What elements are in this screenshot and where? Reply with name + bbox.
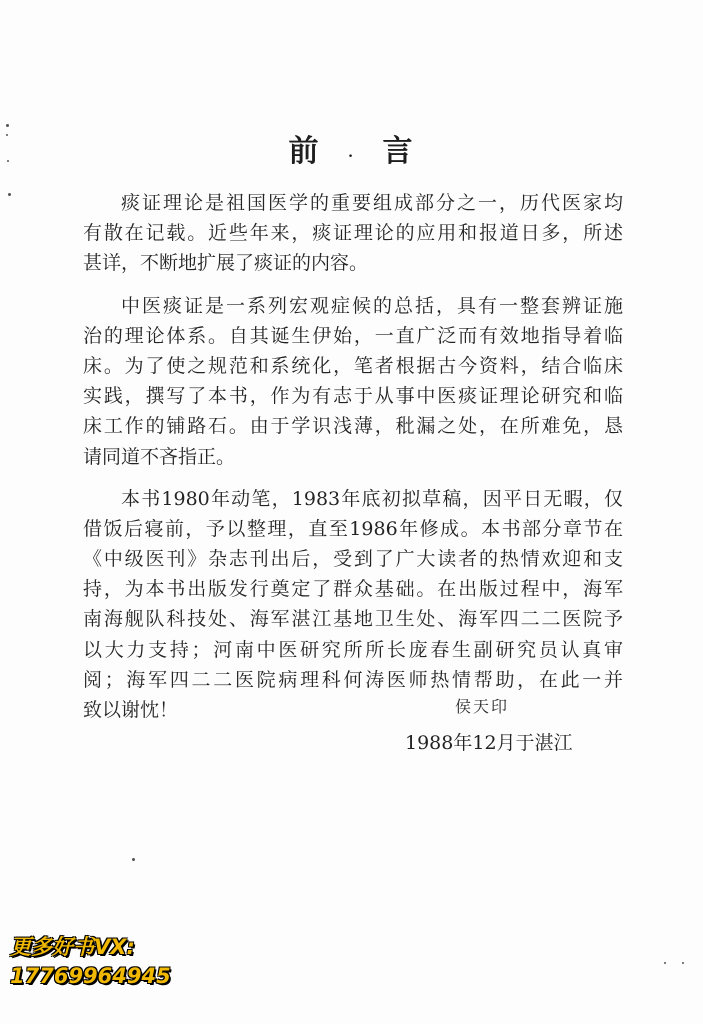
author-signature: 侯天印: [455, 697, 510, 716]
text-line: 《中级医刊》杂志刊出后，受到了广大读者的热情欢迎和支: [83, 548, 623, 571]
text-line: 痰证理论是祖国医学的重要组成部分之一，历代医家均: [121, 192, 623, 214]
text-line: 治的理论体系。自其诞生伊始，一直广泛而有效地指导着临: [83, 324, 623, 347]
scan-speck: [6, 134, 8, 136]
scan-speck: [132, 858, 135, 861]
signature-date: 1988年12月于湛江: [405, 732, 573, 754]
scan-speck: [664, 962, 666, 964]
text-line: 中医痰证是一系列宏观症候的总括，具有一整套辨证施: [121, 294, 623, 317]
text-line: 床。为了使之规范和系统化，笔者根据古今资料，结合临床: [83, 354, 623, 377]
scan-speck: [6, 124, 9, 127]
scan-speck: [8, 193, 11, 196]
text-line: 本书1980年动笔，1983年底初拟草稿，因平日无暇，仅: [121, 487, 623, 510]
text-line: 床工作的铺路石。由于学识浅薄，秕漏之处，在所难免，恳: [83, 415, 623, 438]
preface-body: [83, 188, 623, 725]
text-line: 南海舰队科技处、海军湛江基地卫生处、海军四二二医院予: [83, 608, 623, 631]
scan-speck: [682, 962, 684, 964]
text-line: 实践，撰写了本书，作为有志于从事中医痰证理论研究和临: [83, 385, 623, 408]
watermark-line-1: 更多好书VX:: [10, 935, 135, 959]
page-title: [0, 126, 703, 170]
text-line: 甚详，不断地扩展了痰证的内容。: [83, 252, 369, 275]
watermark: [10, 933, 171, 991]
title-char-left: 前: [288, 134, 321, 169]
title-char-right: 言: [382, 134, 415, 169]
text-line: 借饭后寝前，予以整理，直至1986年修成。本书部分章节在: [83, 517, 623, 540]
watermark-line-2: 17769964945: [10, 964, 171, 988]
title-dot: .: [348, 145, 355, 161]
text-line: 持，为本书出版发行奠定了群众基础。在出版过程中，海军: [83, 578, 623, 601]
text-line: 阅；海军四二二医院病理科何涛医师热情帮助，在此一并: [83, 668, 623, 691]
text-line: 致以谢忱！: [83, 699, 179, 721]
text-line: 请同道不吝指正。: [83, 445, 236, 468]
text-line: 有散在记载。近些年来，痰证理论的应用和报道日多，所述: [83, 222, 623, 245]
scan-speck: [7, 160, 9, 162]
text-line: 以大力支持；河南中医研究所所长庞春生副研究员认真审: [83, 638, 623, 661]
